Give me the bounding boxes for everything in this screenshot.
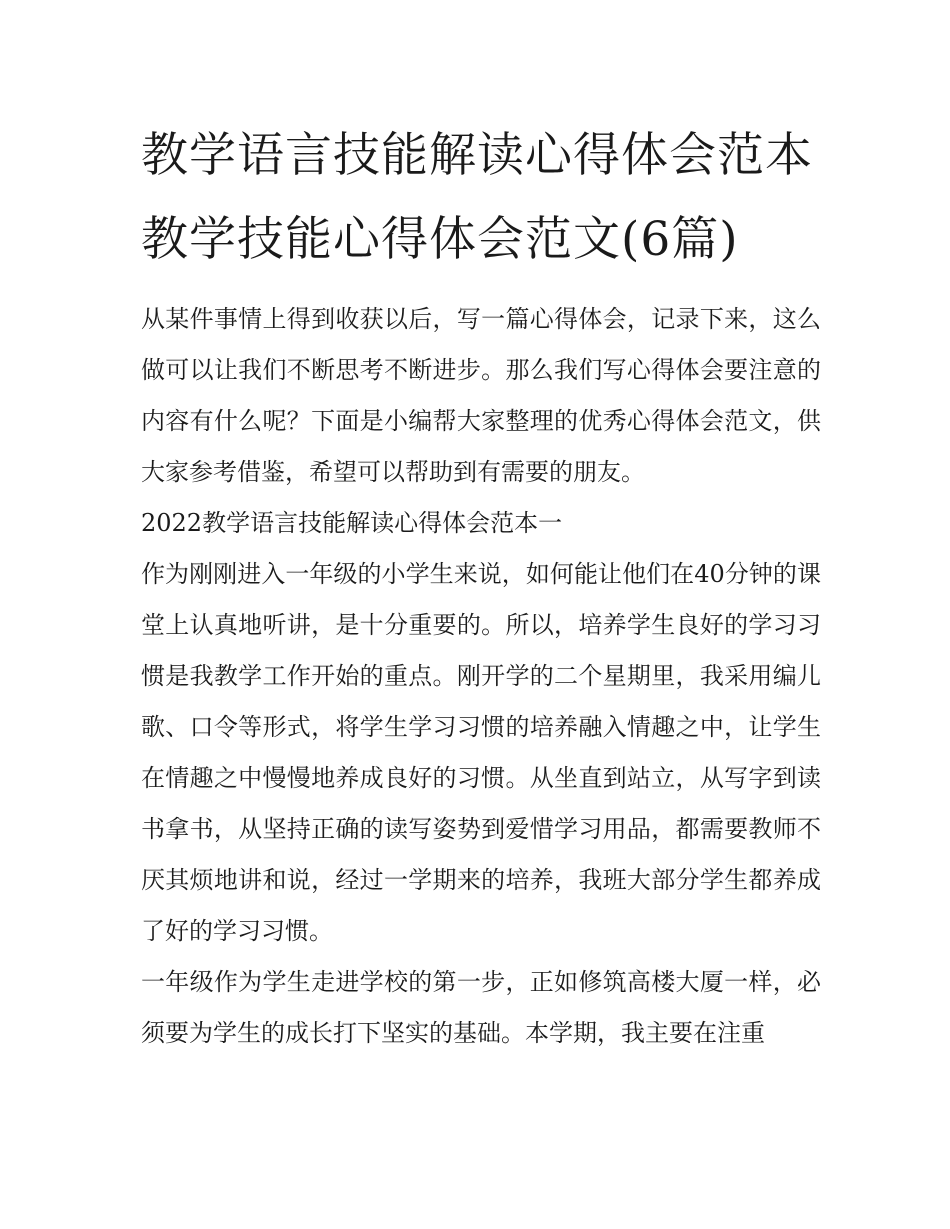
document-page bbox=[141, 114, 821, 1059]
document-title: 教学语言技能解读心得体会范本 教学技能心得体会范文(6篇) bbox=[141, 128, 813, 267]
section-heading: 2022教学语言技能解读心得体会范本一 bbox=[141, 509, 563, 537]
document-body bbox=[141, 294, 821, 1059]
intro-paragraph: 从某件事情上得到收获以后，写一篇心得体会，记录下来，这么做可以让我们不断思考不断进步。那么我们写心得体会要注意的内容有什么呢？下面是小编帮大家整理的优秀心得体会范文，供大家参考借鉴，希望可以帮助到有需要的朋友。 bbox=[141, 305, 821, 486]
body-paragraph-1: 作为刚刚进入一年级的小学生来说，如何能让他们在40分钟的课堂上认真地听讲，是十分重要的。所以，培养学生良好的学习习惯是我教学工作开始的重点。刚开学的二个星期里，我采用编儿歌、口令等形式，将学生学习习惯的培养融入情趣之中，让学生在情趣之中慢慢地养成良好的习惯。从坐直到站立，从写字到读书拿书，从坚持正确的读写姿势到爱惜学习用品，都需要教师不厌其烦地讲和说，经过一学期来的培养，我班大部分学生都养成了好的学习习惯。 bbox=[141, 560, 821, 945]
body-paragraph-2: 一年级作为学生走进学校的第一步，正如修筑高楼大厦一样，必须要为学生的成长打下坚实的基础。本学期，我主要在注重 bbox=[141, 968, 821, 1047]
